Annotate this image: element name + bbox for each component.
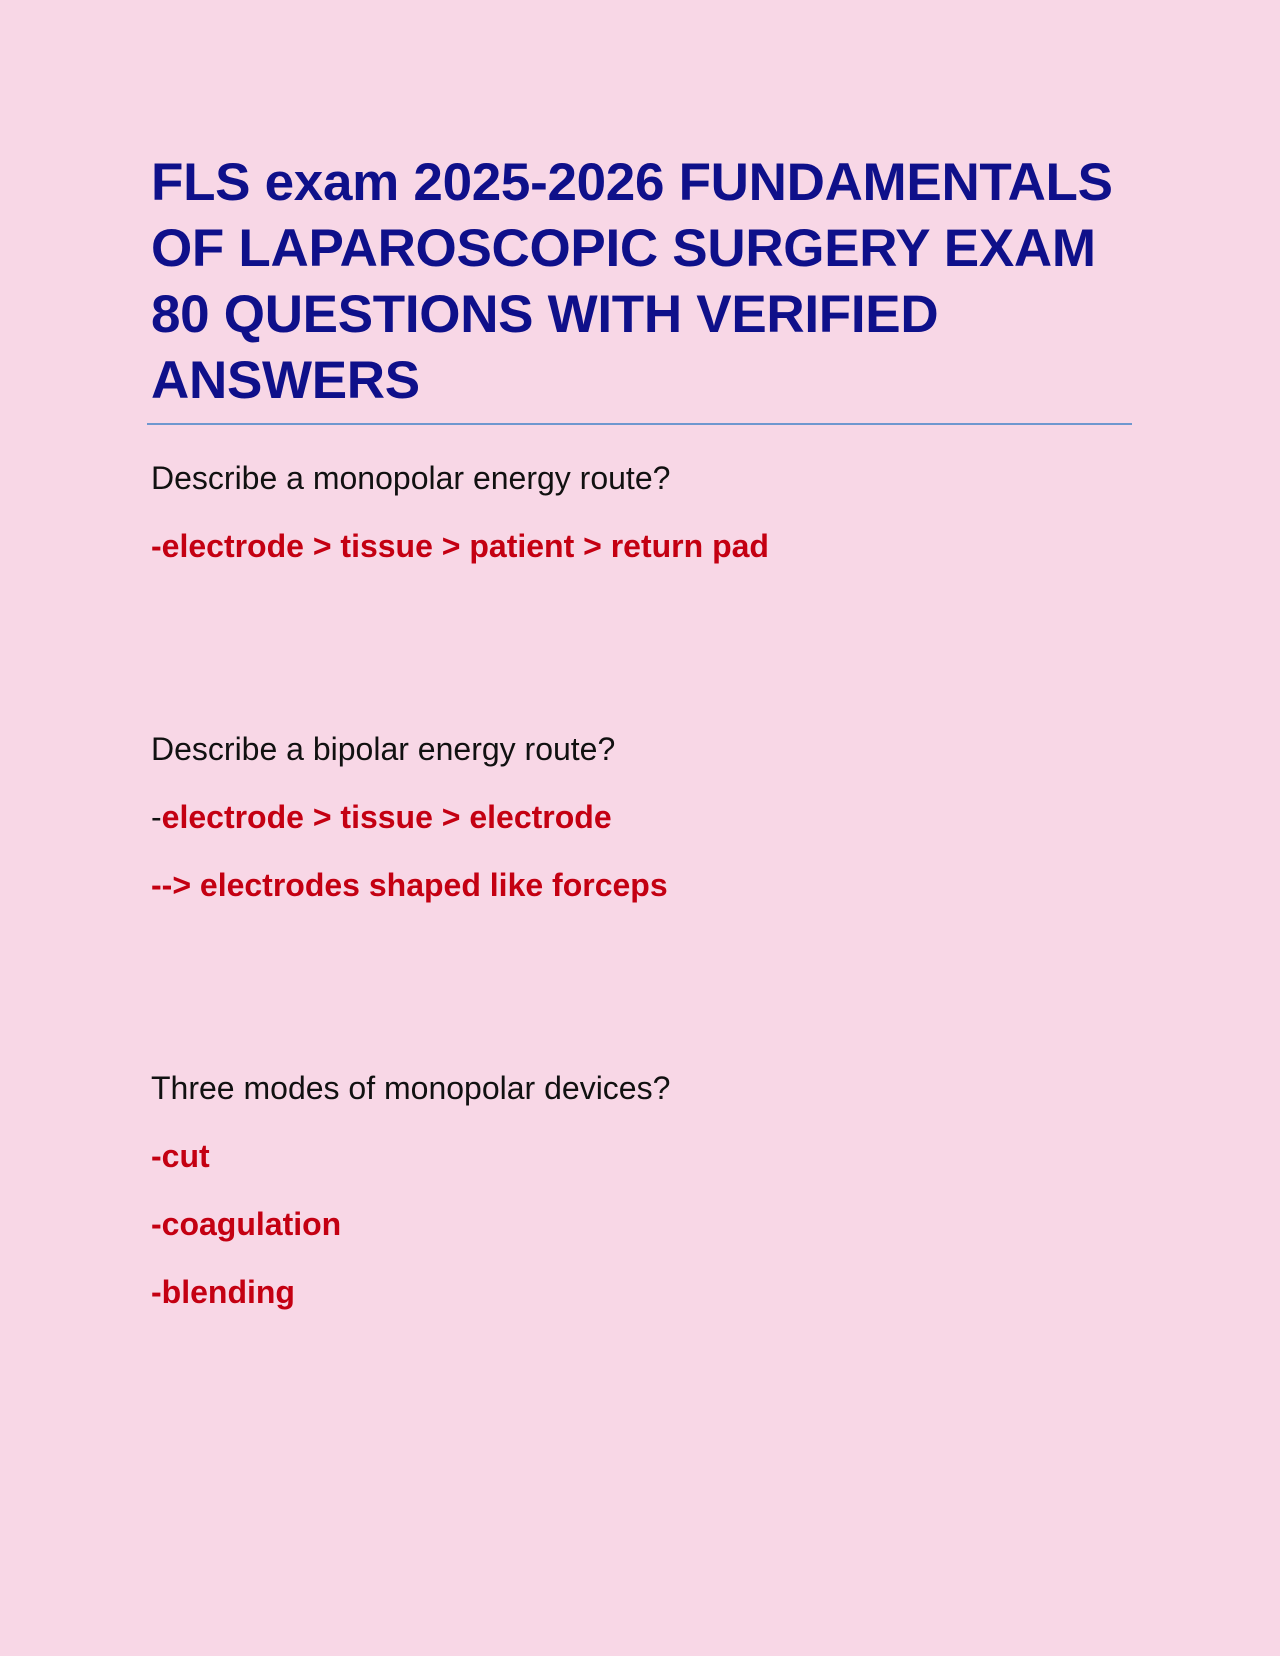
title-divider [147, 423, 1132, 425]
qa-item-monopolar-route [151, 458, 1136, 566]
answer-text: -blending [151, 1274, 295, 1310]
answer-text: --> electrodes shaped like forceps [151, 867, 668, 903]
question-text: Describe a bipolar energy route? [151, 731, 616, 767]
document-page [151, 150, 1136, 1310]
document-title: FLS exam 2025-2026 FUNDAMENTALS OF LAPAROSCOPIC SURGERY EXAM 80 QUESTIONS WITH VERIFIED ANSWERS [151, 153, 1113, 410]
qa-item-bipolar-route [151, 729, 1136, 905]
answer-text: -cut [151, 1138, 210, 1174]
question-text: Three modes of monopolar devices? [151, 1070, 671, 1106]
answer-body: electrode > tissue > electrode [161, 799, 612, 835]
answer-text: -electrode > tissue > patient > return pad [151, 528, 769, 564]
question-text: Describe a monopolar energy route? [151, 460, 671, 496]
qa-item-monopolar-modes [151, 1068, 1136, 1312]
answer-prefix: - [151, 799, 162, 835]
answer-text [151, 797, 1136, 837]
answer-text: -coagulation [151, 1206, 342, 1242]
